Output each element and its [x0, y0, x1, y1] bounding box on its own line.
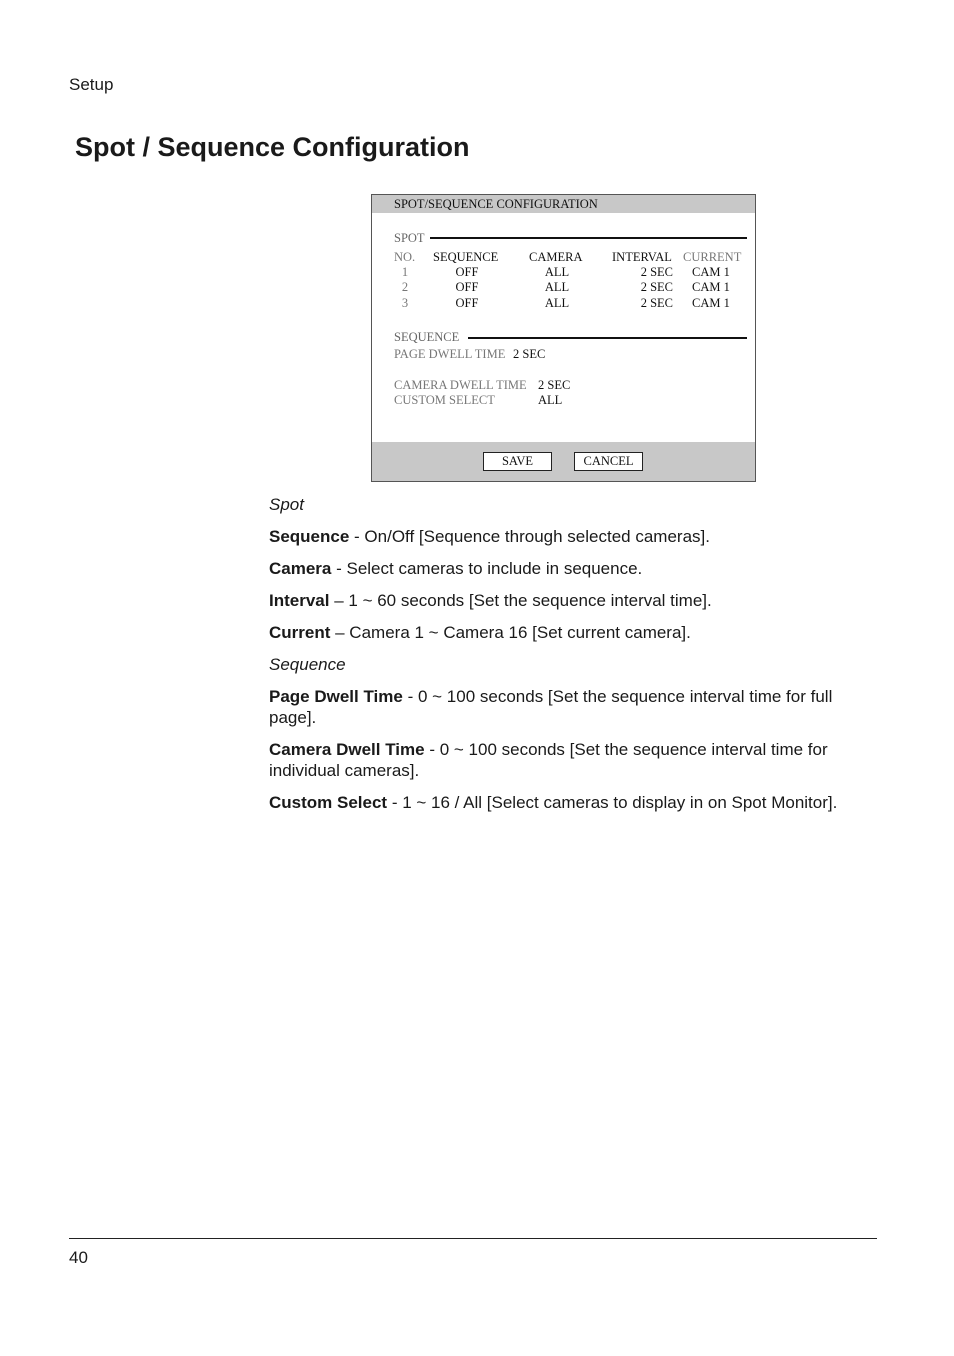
desc-camera [269, 558, 869, 579]
desc-text: - On/Off [Sequence through selected cameras]. [349, 527, 710, 546]
desc-term: Camera [269, 559, 332, 578]
row-3-current[interactable]: CAM 1 [692, 296, 730, 310]
desc-term: Interval [269, 591, 330, 610]
page-dwell-label: PAGE DWELL TIME [394, 347, 506, 361]
col-header-camera: CAMERA [529, 250, 583, 264]
row-1-current[interactable]: CAM 1 [692, 265, 730, 279]
row-2-no: 2 [401, 280, 409, 294]
page-dwell-value[interactable]: 2 SEC [513, 347, 546, 361]
row-2-current[interactable]: CAM 1 [692, 280, 730, 294]
desc-text: - 0 ~ 100 seconds [Set the sequence interval time for individual cameras]. [269, 740, 828, 780]
page-title: Spot / Sequence Configuration [75, 132, 470, 162]
panel-footer [372, 442, 755, 481]
custom-select-value[interactable]: ALL [538, 393, 563, 407]
config-panel [371, 194, 756, 482]
desc-current [269, 622, 869, 643]
row-1-sequence[interactable]: OFF [455, 265, 479, 279]
panel-title: SPOT/SEQUENCE CONFIGURATION [372, 195, 755, 213]
spot-heading: Spot [269, 495, 304, 514]
desc-term: Page Dwell Time [269, 687, 403, 706]
col-header-sequence: SEQUENCE [433, 250, 499, 264]
cancel-button[interactable]: CANCEL [574, 452, 643, 471]
sequence-section-label: SEQUENCE [394, 330, 460, 344]
camera-dwell-value[interactable]: 2 SEC [538, 378, 571, 392]
desc-interval [269, 590, 869, 611]
custom-select-label: CUSTOM SELECT [394, 393, 495, 407]
desc-sequence [269, 526, 869, 547]
row-3-camera[interactable]: ALL [544, 296, 570, 310]
row-3-interval[interactable]: 2 SEC [640, 296, 673, 310]
sequence-divider [468, 337, 747, 339]
desc-text: - 0 ~ 100 seconds [Set the sequence interval time for full page]. [269, 687, 833, 727]
desc-camera-dwell [269, 739, 869, 781]
sequence-heading: Sequence [269, 655, 346, 674]
col-header-current: CURRENT [683, 250, 742, 264]
desc-text: – Camera 1 ~ Camera 16 [Set current camera]. [330, 623, 691, 642]
row-1-interval[interactable]: 2 SEC [640, 265, 673, 279]
row-3-no: 3 [401, 296, 409, 310]
footer-rule [69, 1238, 877, 1239]
page-number: 40 [69, 1248, 88, 1267]
desc-term: Current [269, 623, 331, 642]
col-header-no: NO. [394, 250, 416, 264]
row-2-camera[interactable]: ALL [544, 280, 570, 294]
row-3-sequence[interactable]: OFF [455, 296, 479, 310]
desc-custom-select [269, 792, 869, 813]
spot-section-label: SPOT [394, 231, 425, 245]
row-2-sequence[interactable]: OFF [455, 280, 479, 294]
desc-text: – 1 ~ 60 seconds [Set the sequence interval time]. [329, 591, 712, 610]
row-2-interval[interactable]: 2 SEC [640, 280, 673, 294]
col-header-interval: INTERVAL [612, 250, 672, 264]
desc-term: Camera Dwell Time [269, 740, 425, 759]
row-1-camera[interactable]: ALL [544, 265, 570, 279]
desc-text: - Select cameras to include in sequence. [331, 559, 643, 578]
running-header: Setup [69, 75, 114, 94]
row-1-no: 1 [401, 265, 409, 279]
desc-page-dwell [269, 686, 869, 728]
desc-term: Custom Select [269, 793, 388, 812]
save-button[interactable]: SAVE [483, 452, 552, 471]
spot-divider [430, 237, 747, 239]
desc-term: Sequence [269, 527, 350, 546]
camera-dwell-label: CAMERA DWELL TIME [394, 378, 527, 392]
desc-text: - 1 ~ 16 / All [Select cameras to display in on Spot Monitor]. [387, 793, 838, 812]
